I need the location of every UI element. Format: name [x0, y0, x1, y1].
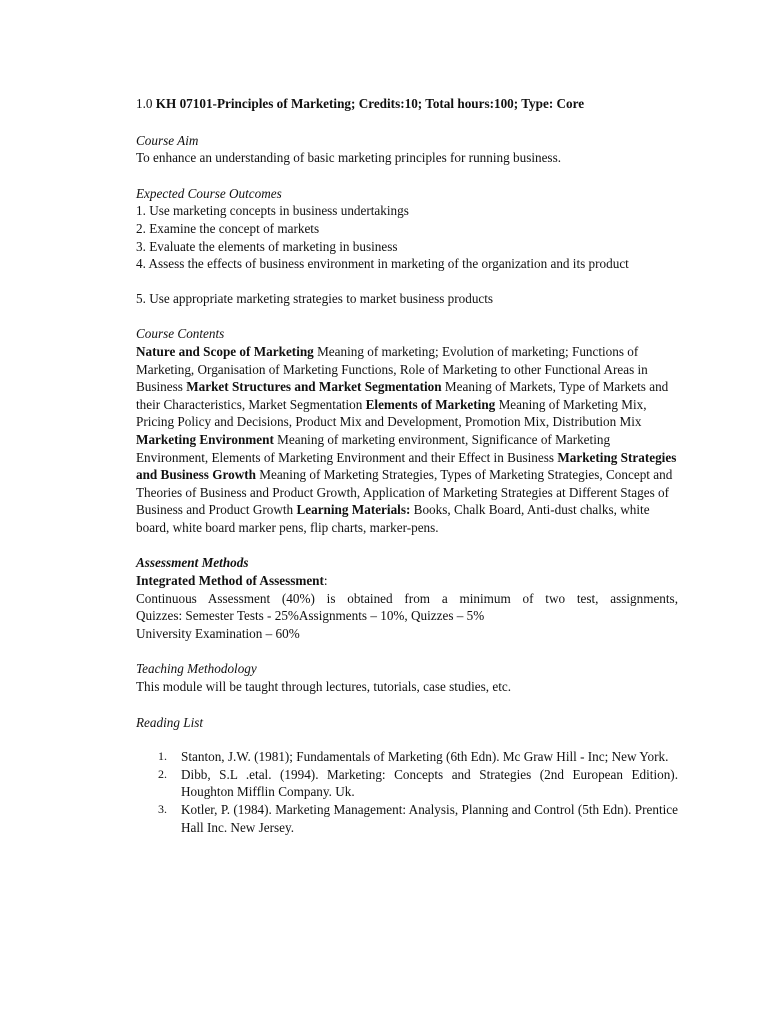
outcomes-heading: Expected Course Outcomes: [136, 185, 282, 201]
teaching-text: This module will be taught through lectures, tutorials, case studies, etc.: [136, 679, 512, 695]
topic-title: Learning Materials:: [296, 502, 411, 518]
topic-text: Meaning of marketing environment, Significance of Marketing Environment, Elements of Marketing Environment and their Effect in Business: [136, 431, 611, 465]
topic-title: Marketing Environment: [136, 431, 274, 447]
assessment-subheading-colon: :: [323, 573, 328, 589]
assessment-line: Quizzes: Semester Tests - 25%Assignments – 10%, Quizzes – 5%: [136, 608, 485, 624]
topic-text: Meaning of Markets, Type of Markets and their Characteristics, Market Segmentation: [136, 379, 669, 412]
course-contents-heading: Course Contents: [136, 326, 225, 342]
reading-list-heading: Reading List: [136, 714, 204, 730]
reading-item-text: Kotler, P. (1984). Marketing Management: Analysis, Planning and Control (5th Edn). Prentice Hall Inc. New Jersey.: [181, 802, 678, 835]
topic-title: Market Structures and Market Segmentation: [186, 379, 442, 395]
document-content: [136, 95, 678, 836]
outcome-item: 1. Use marketing concepts in business undertakings: [136, 203, 409, 219]
reading-list-item: [136, 801, 678, 836]
reading-item-number: 3.: [158, 802, 167, 816]
topic-text: Meaning of Marketing Mix, Pricing Policy and Decisions, Product Mix and Development, Promotion Mix, Distribution Mix: [136, 396, 647, 430]
assessment-line: University Examination – 60%: [136, 625, 300, 641]
course-aim-heading: Course Aim: [136, 132, 199, 148]
assessment-subheading: [136, 572, 678, 590]
reading-list: [136, 748, 678, 836]
course-aim-text: To enhance an understanding of basic marketing principles for running business.: [136, 150, 561, 166]
course-contents-text: [136, 343, 678, 537]
reading-list-item: [136, 766, 678, 801]
teaching-heading: Teaching Methodology: [136, 661, 257, 677]
assessment-subheading-text: Integrated Method of Assessment: [136, 573, 324, 589]
topic-text: Books, Chalk Board, Anti-dust chalks, white board, white board marker pens, flip charts, marker-pens.: [136, 502, 650, 535]
course-title: [136, 95, 678, 113]
topic-text: Meaning of Marketing Strategies, Types of Marketing Strategies, Concept and Theories of Business and Product Growth, Application of Marketing Strategies at Different Stages of Business and Product Growth: [136, 467, 673, 518]
reading-list-item: [136, 748, 678, 766]
reading-item-number: 1.: [158, 749, 167, 764]
outcome-item: 5. Use appropriate marketing strategies to market business products: [136, 290, 494, 306]
course-title-text: KH 07101-Principles of Marketing; Credits:10; Total hours:100; Type: Core: [155, 96, 585, 111]
reading-item-number: 2.: [158, 766, 167, 781]
topic-text: Meaning of marketing; Evolution of marketing; Functions of Marketing, Organisation of Marketing Functions, Role of Marketing to other Functional Areas in Business: [136, 343, 648, 395]
assessment-line: Continuous Assessment (40%) is obtained from a minimum of two test, assignments,: [136, 590, 678, 606]
spacer: [136, 273, 678, 290]
topic-title: Marketing Strategies and Business Growth: [136, 449, 677, 483]
assessment-heading: Assessment Methods: [136, 555, 249, 571]
reading-item-text: Dibb, S.L .etal. (1994). Marketing: Concepts and Strategies (2nd European Edition). Houghton Mifflin Company. Uk.: [181, 766, 678, 800]
topic-title: Nature and Scope of Marketing: [136, 343, 314, 359]
outcome-item: 4. Assess the effects of business environment in marketing of the organization and its product: [136, 256, 629, 272]
course-number: 1.0: [136, 96, 153, 111]
reading-item-text: Stanton, J.W. (1981); Fundamentals of Marketing (6th Edn). Mc Graw Hill - Inc; New York.: [181, 749, 669, 765]
outcome-item: 2. Examine the concept of markets: [136, 220, 320, 236]
topic-title: Elements of Marketing: [365, 396, 496, 412]
outcome-item: 3. Evaluate the elements of marketing in business: [136, 238, 398, 254]
